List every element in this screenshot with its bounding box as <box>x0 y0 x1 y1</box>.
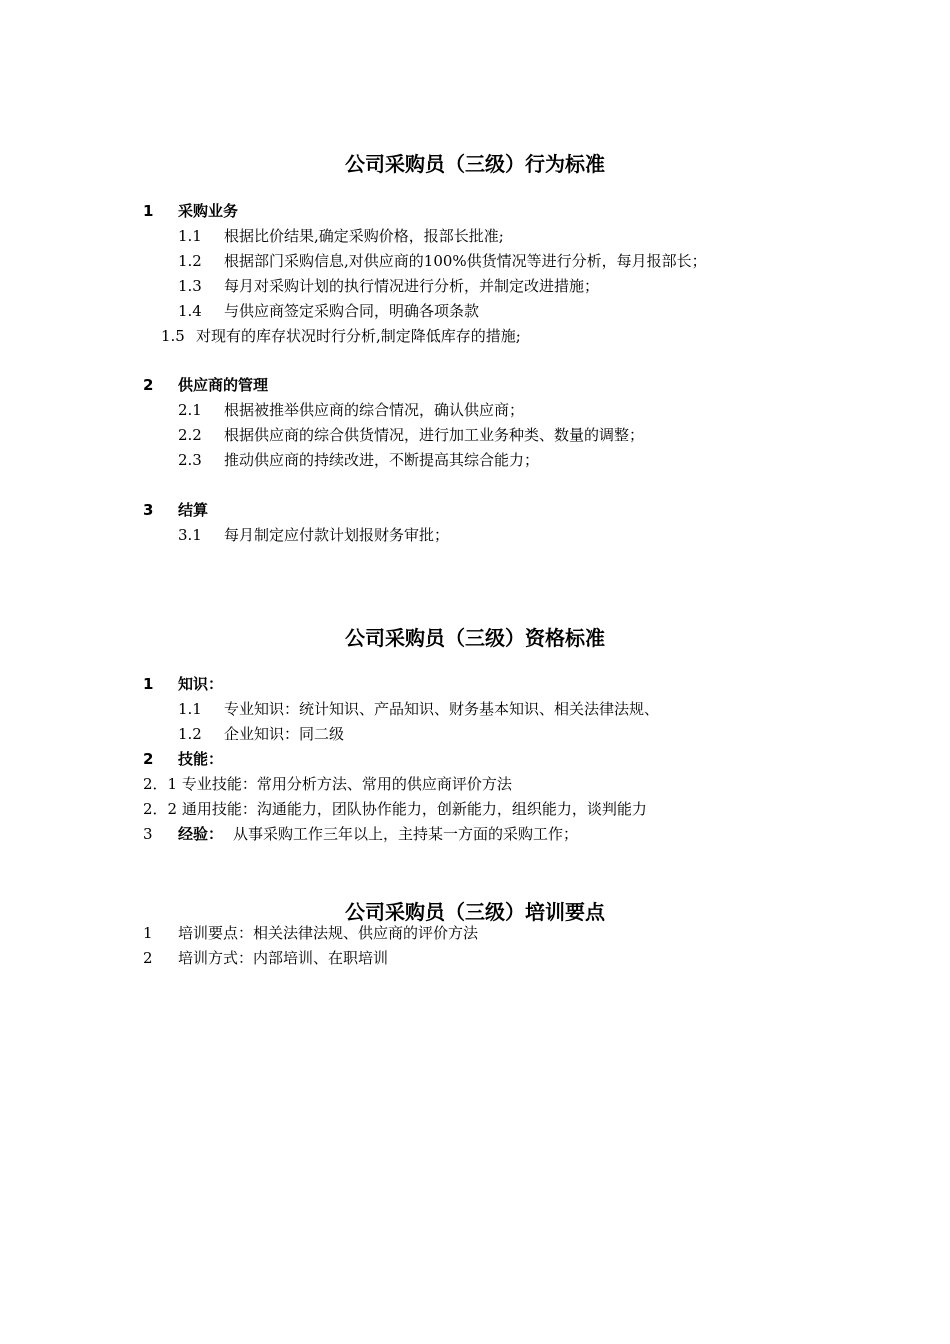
training-title: 公司采购员（三级）培训要点 <box>345 900 605 924</box>
item-number: 1.4 <box>178 302 202 320</box>
item-number: 1.3 <box>178 277 202 295</box>
section-number: 3 <box>143 501 154 519</box>
section-heading: 采购业务 <box>178 202 239 220</box>
item-number: 2.1 <box>178 401 202 419</box>
item-text: 根据比价结果,确定采购价格，报部长批准; <box>224 227 504 245</box>
item-text: 培训要点：相关法律法规、供应商的评价方法 <box>178 924 479 942</box>
item-text: 2．2 通用技能：沟通能力，团队协作能力，创新能力，组织能力，谈判能力 <box>143 800 647 818</box>
item-text: 2．1 专业技能：常用分析方法、常用的供应商评价方法 <box>143 775 512 793</box>
item-text: 每月制定应付款计划报财务审批； <box>224 526 450 544</box>
item-text: 专业知识：统计知识、产品知识、财务基本知识、相关法律法规、 <box>224 700 660 718</box>
section-heading: 经验： <box>178 825 224 843</box>
item-number: 1 <box>143 924 153 942</box>
qualification-title: 公司采购员（三级）资格标准 <box>345 626 605 650</box>
section-number: 1 <box>143 675 154 693</box>
section-heading: 结算 <box>178 501 209 519</box>
item-text: 根据被推举供应商的综合情况，确认供应商； <box>224 401 525 419</box>
item-number: 1.5 <box>161 327 185 345</box>
item-number: 1.1 <box>178 227 202 245</box>
section-number: 3 <box>143 825 153 843</box>
section-number: 2 <box>143 750 154 768</box>
item-number: 2.2 <box>178 426 202 444</box>
item-text: 对现有的库存状况时行分析,制定降低库存的措施; <box>196 327 521 345</box>
item-number: 1.2 <box>178 252 202 270</box>
behavior-title: 公司采购员（三级）行为标准 <box>345 152 605 176</box>
item-text: 每月对采购计划的执行情况进行分析，并制定改进措施； <box>224 277 600 295</box>
section-number: 1 <box>143 202 154 220</box>
item-text: 企业知识：同二级 <box>224 725 345 743</box>
item-text: 与供应商签定采购合同，明确各项条款 <box>224 302 480 320</box>
section-heading: 技能： <box>178 750 224 768</box>
item-text: 培训方式：内部培训、在职培训 <box>178 949 389 967</box>
item-number: 2.3 <box>178 451 202 469</box>
item-text: 根据部门采购信息,对供应商的100%供货情况等进行分析，每月报部长； <box>224 252 707 270</box>
item-text: 推动供应商的持续改进，不断提高其综合能力； <box>224 451 540 469</box>
item-number: 1.1 <box>178 700 202 718</box>
item-text: 从事采购工作三年以上，主持某一方面的采购工作； <box>233 825 579 843</box>
item-number: 2 <box>143 949 153 967</box>
section-number: 2 <box>143 376 154 394</box>
section-heading: 知识： <box>178 675 224 693</box>
item-number: 1.2 <box>178 725 202 743</box>
item-number: 3.1 <box>178 526 202 544</box>
section-heading: 供应商的管理 <box>178 376 269 394</box>
item-text: 根据供应商的综合供货情况，进行加工业务种类、数量的调整； <box>224 426 645 444</box>
